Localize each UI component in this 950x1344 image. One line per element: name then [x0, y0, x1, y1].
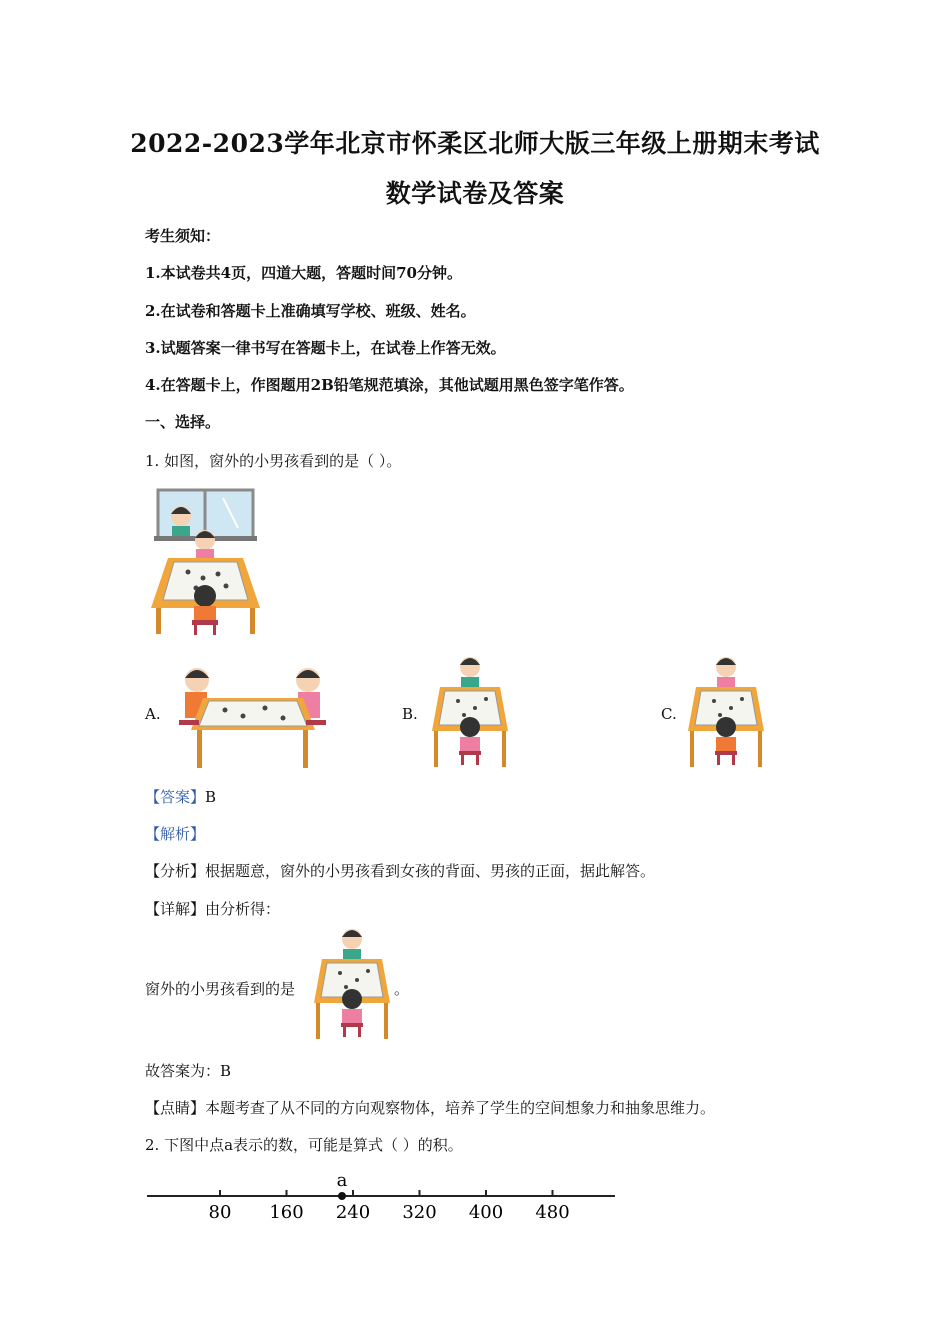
- analysis-tag: 【解析】: [145, 825, 206, 843]
- dianjing-tag: 【点睛】: [145, 1099, 206, 1117]
- answer-line: [145, 786, 216, 807]
- number-line: [145, 1168, 620, 1228]
- fenxi-tag: 【分析】: [145, 862, 206, 880]
- number-line-tick-label: 240: [335, 1202, 371, 1223]
- option-b-illustration: [430, 653, 510, 771]
- notice-heading: 考生须知：: [145, 227, 221, 245]
- option-b-label: B.: [402, 705, 418, 723]
- number-line-tick-label: 480: [535, 1202, 570, 1223]
- result-prefix: 窗外的小男孩看到的是: [145, 980, 296, 998]
- notice-item: 3.试题答案一律书写在答题卡上，在试卷上作答无效。: [145, 339, 506, 357]
- number-line-tick-label: 320: [402, 1202, 437, 1223]
- answer-tag: 【答案】: [145, 788, 206, 806]
- dianjing-text: 本题考查了从不同的方向观察物体，培养了学生的空间想象力和抽象思维力。: [205, 1099, 716, 1117]
- result-illustration: [312, 925, 392, 1043]
- question-2-stem: 2. 下图中点a表示的数，可能是算式（ ）的积。: [145, 1136, 463, 1154]
- dianjing-line: [145, 1097, 715, 1118]
- option-a-illustration: [175, 658, 330, 770]
- notice-item: 4.在答题卡上，作图题用2B铅笔规范填涂，其他试题用黑色签字笔作答。: [145, 376, 634, 394]
- number-line-tick-label: 160: [269, 1202, 304, 1223]
- fenxi-text: 根据题意，窗外的小男孩看到女孩的背面、男孩的正面，据此解答。: [205, 862, 656, 880]
- question-1-stem: 1. 如图，窗外的小男孩看到的是（ ）。: [145, 452, 402, 470]
- xiangjie-tag: 【详解】: [145, 900, 206, 918]
- final-answer: 故答案为：B: [145, 1062, 232, 1080]
- result-suffix: 。: [394, 980, 410, 998]
- notice-item: 2.在试卷和答题卡上准确填写学校、班级、姓名。: [145, 302, 476, 320]
- number-line-tick-label: 80: [208, 1202, 232, 1223]
- point-a: [338, 1192, 346, 1200]
- fenxi-line: [145, 860, 655, 881]
- number-line-tick-label: 400: [468, 1202, 504, 1223]
- xiangjie-line: [145, 898, 280, 919]
- option-c-illustration: [686, 653, 766, 771]
- xiangjie-text: 由分析得：: [205, 900, 281, 918]
- option-a-label: A.: [145, 705, 161, 723]
- window-chess-illustration: [148, 488, 263, 638]
- page-title: 2022-2023学年北京市怀柔区北师大版三年级上册期末考试: [130, 129, 820, 158]
- answer-value: B: [205, 788, 217, 806]
- option-c-label: C.: [661, 705, 677, 723]
- section-heading: 一、选择。: [145, 413, 221, 431]
- point-a-label: a: [336, 1170, 348, 1191]
- notice-item: 1.本试卷共4页，四道大题，答题时间70分钟。: [145, 264, 462, 282]
- page-subtitle: 数学试卷及答案: [385, 179, 565, 208]
